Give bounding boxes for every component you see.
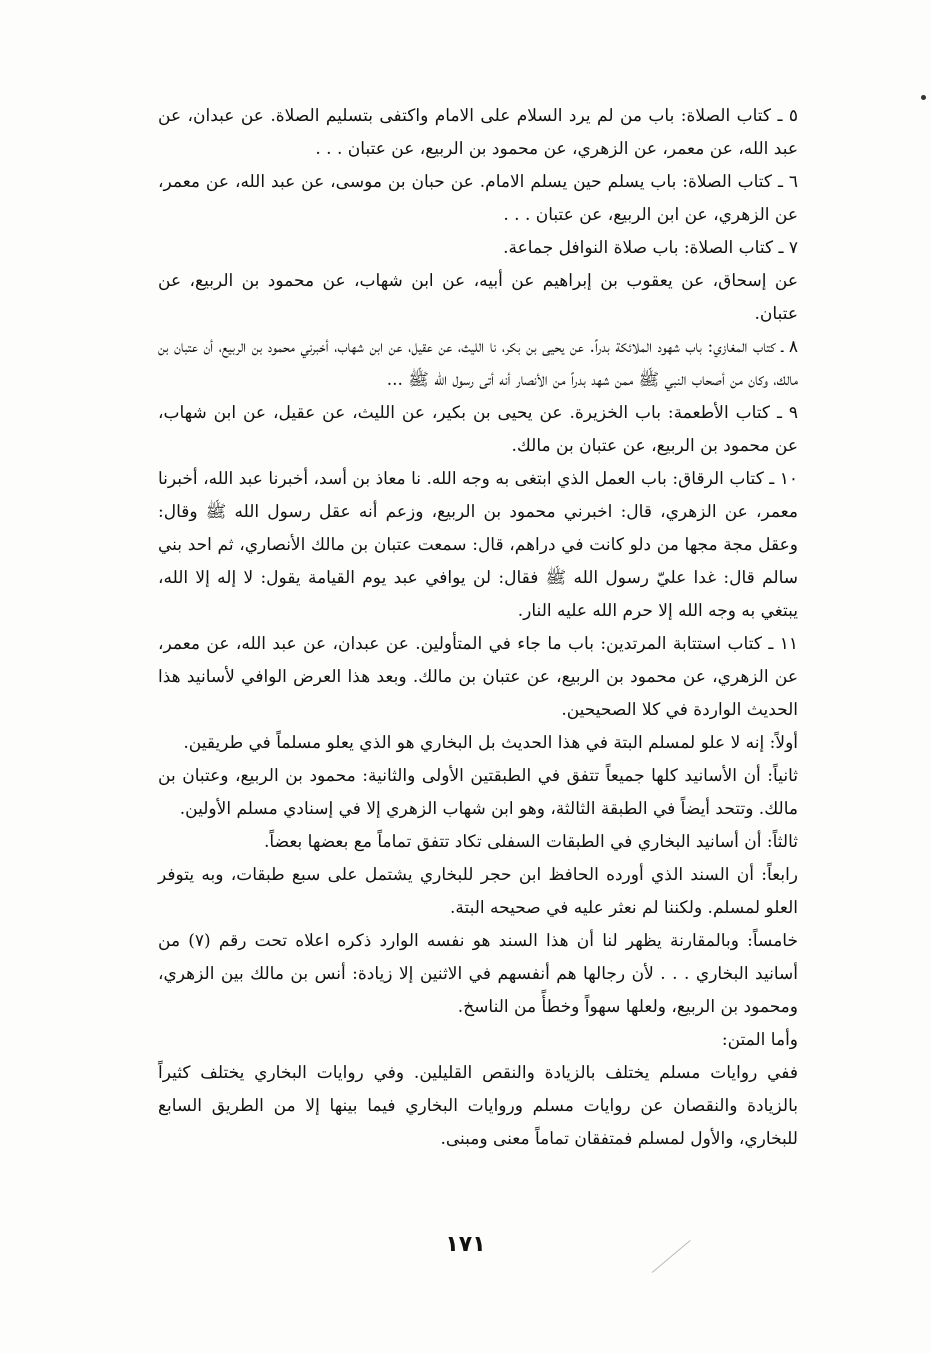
paragraph-8: ١١ ـ كتاب استتابة المرتدين: باب ما جاء في المتأولين. عن عبدان، عن عبد الله، عن معمر، عن الزهري، عن محمود بن الربيع، عن عتبان بن مالك. وبعد هذا العرض الوافي لأسانيد هذا الحديث الواردة في كلا الصحيحين. xyxy=(158,634,798,720)
paragraph-3: ٧ ـ كتاب الصلاة: باب صلاة النوافل جماعة. xyxy=(503,238,798,258)
paragraph-11: ثالثاً: أن أسانيد البخاري في الطبقات السفلى تكاد تتفق تماماً مع بعضها بعضاً. xyxy=(264,832,798,852)
scan-dot xyxy=(921,95,926,100)
body-text xyxy=(158,100,798,1156)
page-number: ١٧١ xyxy=(445,1232,486,1257)
paragraph-14: وأما المتن: xyxy=(721,1030,798,1050)
paragraph-1: ٥ ـ كتاب الصلاة: باب من لم يرد السلام على الامام واكتفى بتسليم الصلاة. عن عبدان، عن عبد الله، عن معمر، عن الزهري، عن محمود بن الربيع، عن عتبان . . . xyxy=(158,106,798,159)
paragraph-7: ١٠ ـ كتاب الرقاق: باب العمل الذي ابتغى به وجه الله. نا معاذ بن أسد، أخبرنا عبد الله، أخبرنا معمر، عن الزهري، قال: اخبرني محمود بن الربيع، وزعم أنه عقل رسول الله ﷺ وقال: وعقل مجة مجها من دلو كانت في دراهم، قال: سمعت عتبان بن مالك الأنصاري، ثم احد بني سالم قال: غدا عليّ رسول الله ﷺ فقال: لن يوافي عبد يوم القيامة يقول: لا إله إلا الله، يبتغي به وجه الله إلا حرم الله عليه النار. xyxy=(158,469,798,621)
paragraph-13: خامساً: وبالمقارنة يظهر لنا أن هذا السند هو نفسه الوارد ذكره اعلاه تحت رقم (٧) من أسانيد البخاري . . . لأن رجالها هم أنفسهم في الاثنين إلا زيادة: أنس بن مالك بين الزهري، ومحمود بن الربيع، ولعلها سهواً وخطأً من الناسخ. xyxy=(158,931,798,1017)
paragraph-6: ٩ ـ كتاب الأطعمة: باب الخزيرة. عن يحيى بن بكير، عن الليث، عن عقيل، عن ابن شهاب، عن محمود بن الربيع، عن عتبان بن مالك. xyxy=(158,403,798,456)
paragraph-15: ففي روايات مسلم يختلف بالزيادة والنقص القليلين. وفي روايات البخاري يختلف كثيراً بالزيادة والنقصان عن روايات مسلم وروايات البخاري فيما بينها إلا من الطريق السابع للبخاري، والأول لمسلم فمتفقان تماماً معنى ومبنى. xyxy=(158,1063,798,1149)
paragraph-5: ٨ ـ كتاب المغازي: باب شهود الملائكة بدراً. عن يحيى بن بكر، نا الليث، عن عقيل، عن ابن شهاب، أخبرني محمود بن الربيع، أن عتبان بن مالك، وكان من أصحاب النبي ﷺ ممن شهد بدراً من الأنصار أنه أتى رسول الله ﷺ ... xyxy=(158,337,798,390)
paragraph-9: أولاً: إنه لا علو لمسلم البتة في هذا الحديث بل البخاري هو الذي يعلو مسلماً في طريقين. xyxy=(183,733,798,753)
paragraph-4: عن إسحاق، عن يعقوب بن إبراهيم عن أبيه، عن ابن شهاب، عن محمود بن الربيع، عن عتبان. xyxy=(158,271,798,324)
paragraph-12: رابعاً: أن السند الذي أورده الحافظ ابن حجر للبخاري يشتمل على سبع طبقات، وبه يتوفر العلو لمسلم. ولكننا لم نعثر عليه في صحيحه البتة. xyxy=(158,865,798,918)
paragraph-10: ثانياً: أن الأسانيد كلها جميعاً تتفق في الطبقتين الأولى والثانية: محمود بن الربيع، وعتبان بن مالك. وتتحد أيضاً في الطبقة الثالثة، وهو ابن شهاب الزهري إلا في إسنادي مسلم الأولين. xyxy=(158,766,798,819)
paragraph-2: ٦ ـ كتاب الصلاة: باب يسلم حين يسلم الامام. عن حبان بن موسى، عن عبد الله، عن معمر، عن الزهري، عن ابن الربيع، عن عتبان . . . xyxy=(158,172,798,225)
